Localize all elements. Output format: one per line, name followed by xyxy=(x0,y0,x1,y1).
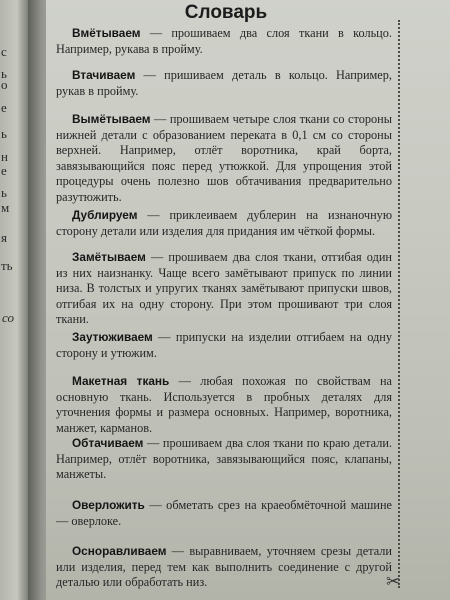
entry-term: Осноравливаем xyxy=(72,544,167,558)
entry-definition: — выравниваем, уточняем срезы детали или изделия, перед тем как выполнить соединение с другой деталью или обработать низ. xyxy=(56,544,392,590)
entry-term: Макетная ткань xyxy=(72,374,170,388)
facing-page-fragment: ть xyxy=(1,258,13,273)
entry-definition: — обметать срез на краеобмёточной машине — оверлоке. xyxy=(56,498,392,528)
page-title: Словарь xyxy=(184,2,268,23)
facing-page-fragment: о xyxy=(1,77,8,92)
entry-definition: — припуски на изделии отгибаем на одну сторону и утюжим. xyxy=(56,330,392,360)
glossary-page xyxy=(46,0,450,600)
facing-page-edge xyxy=(0,0,28,600)
entry-term: Замётываем xyxy=(72,250,146,264)
glossary-entry xyxy=(56,544,392,591)
entry-term: Заутюживаем xyxy=(72,330,153,344)
entry-term: Дублируем xyxy=(72,208,138,222)
entry-definition: — пришиваем деталь в кольцо. Например, рукав в пройму. xyxy=(56,68,392,98)
facing-page-fragment: е xyxy=(1,100,7,115)
glossary-entry xyxy=(56,26,392,57)
glossary-entry xyxy=(56,330,392,361)
facing-page-fragment: н xyxy=(1,149,8,164)
facing-page-fragment: с xyxy=(1,44,7,59)
entry-term: Вмётываем xyxy=(72,26,141,40)
glossary-entry xyxy=(56,250,392,328)
glossary-entry xyxy=(56,208,392,239)
entry-term: Вымётываем xyxy=(72,112,151,126)
entry-definition: — прошиваем два слоя ткани в кольцо. Например, рукава в пройму. xyxy=(56,26,392,56)
scissors-icon: ✂ xyxy=(386,572,401,592)
facing-page-fragment: ь xyxy=(1,66,7,81)
glossary-entry xyxy=(56,498,392,529)
facing-page-fragment: м xyxy=(1,200,10,215)
entry-definition: — приклеиваем дублерин на изнаночную сторону детали или изделия для придания им чёткой формы. xyxy=(56,208,392,238)
entry-definition: — любая похожая по свойствам на основную ткань. Используется в пробных деталях для уточнения формы и размера основных. Например, воротника, манжет, карманов. xyxy=(56,374,392,435)
cut-line xyxy=(398,20,400,588)
entry-definition: — прошиваем два слоя ткани, отгибая один из них наизнанку. Чаще всего замётывают припуск по линии низа. В толстых и упругих тканях замётывают припуски швов, отгибая их на одну сторону. При этом прошивают три слоя ткани. xyxy=(56,250,392,327)
facing-page-fragment: я xyxy=(1,230,7,245)
entry-term: Обтачиваем xyxy=(72,436,144,450)
facing-page-fragment: е xyxy=(1,163,7,178)
glossary-entry xyxy=(56,436,392,483)
facing-page-fragment: со xyxy=(2,310,14,325)
glossary-entry xyxy=(56,68,392,99)
entry-term: Оверложить xyxy=(72,498,145,512)
entry-definition: — прошиваем четыре слоя ткани со стороны нижней детали с образованием переката в 0,1 см со стороны верхней. Например, отлёт воротника, край борта, завязывающийся пояс перед утюжкой. Для упрощения этой процедуры очень полезно шов обтачивания предварительно разутюжить. xyxy=(56,112,392,204)
entry-definition: — прошиваем два слоя ткани по краю детали. Например, отлёт воротника, завязывающийся пояс, клапаны, манжеты. xyxy=(56,436,392,482)
facing-page-fragment: ь xyxy=(1,185,7,200)
glossary-entry xyxy=(56,374,392,436)
facing-page-fragment: ь xyxy=(1,126,7,141)
entry-term: Втачиваем xyxy=(72,68,136,82)
glossary-entry xyxy=(56,112,392,206)
